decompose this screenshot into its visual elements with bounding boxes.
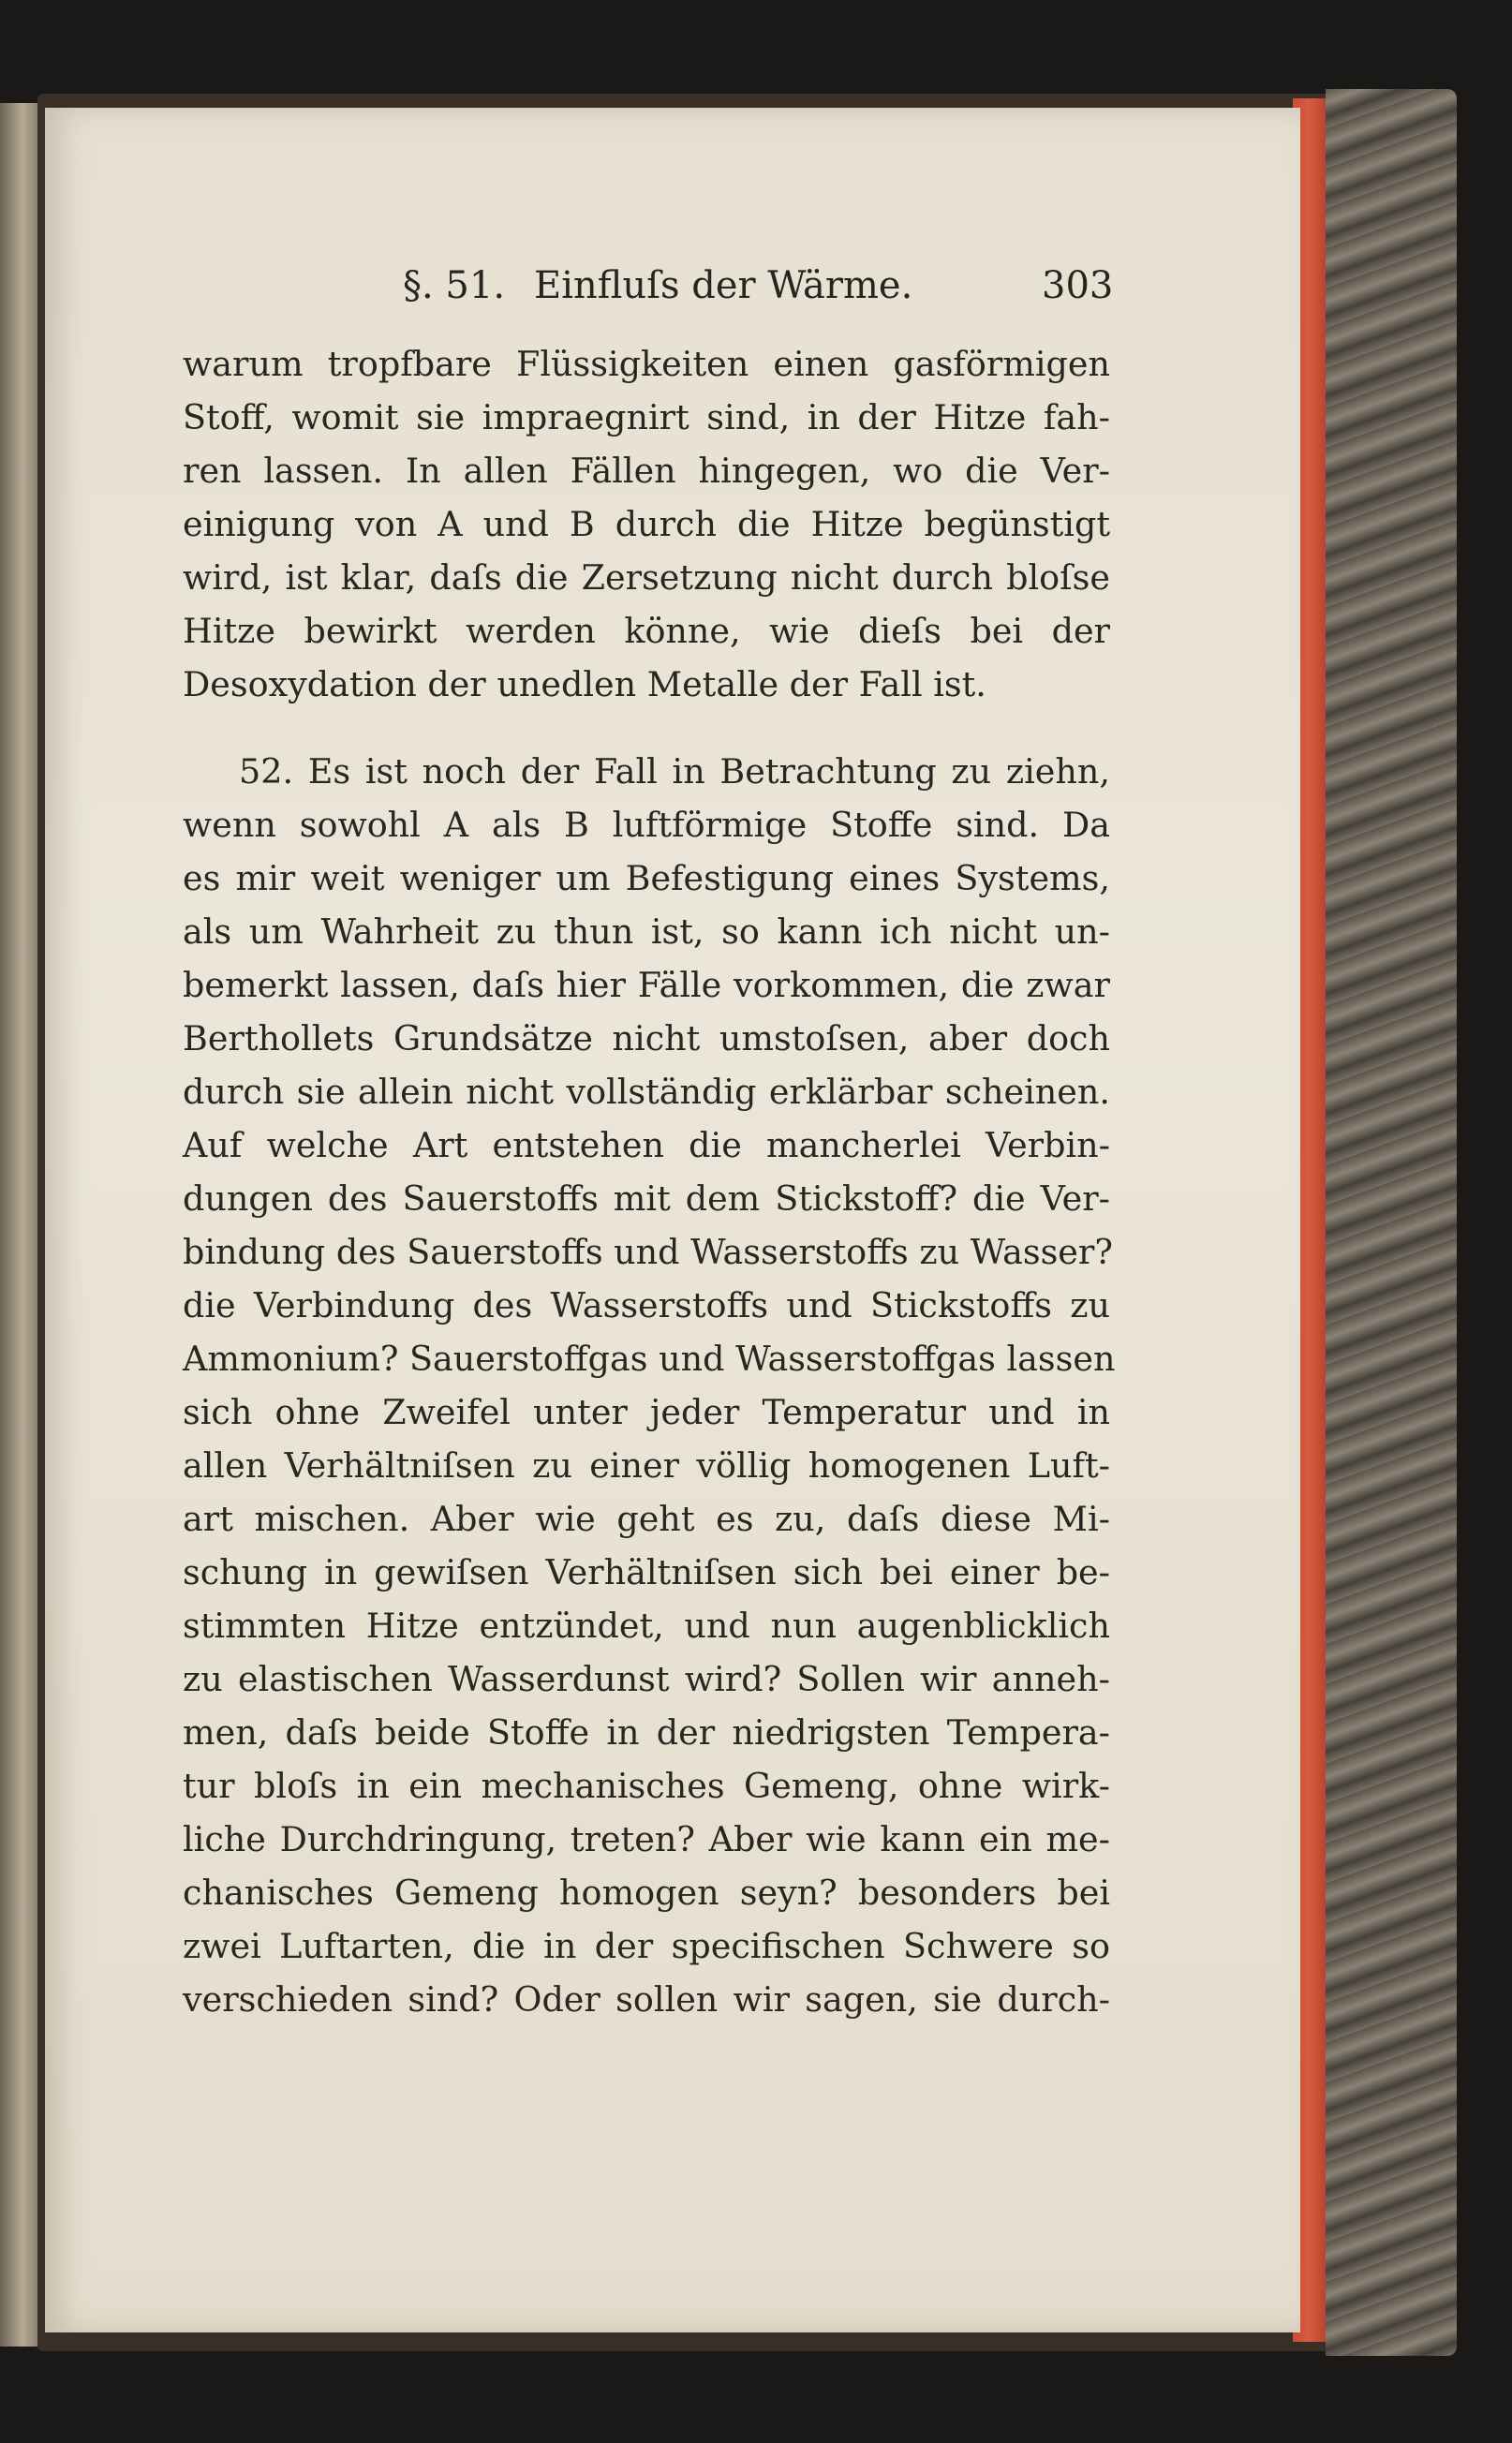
paragraph-continued <box>183 337 1110 711</box>
text-line: wenn sowohl A als B luftförmige Stoffe sind. Da <box>183 805 1110 845</box>
text-line: Auf welche Art entstehen die mancherlei Verbin- <box>183 1125 1110 1165</box>
text-line: Hitze bewirkt werden könne, wie dieſs bei der <box>183 611 1110 651</box>
text-line: durch sie allein nicht vollständig erklärbar scheinen. <box>183 1072 1110 1112</box>
text-line: als um Wahrheit zu thun ist, so kann ich nicht un- <box>183 911 1110 952</box>
body-text <box>183 337 1116 2026</box>
text-line: dungen des Sauerstoffs mit dem Stickstoff? die Ver- <box>183 1178 1110 1219</box>
text-line: allen Verhältniſsen zu einer völlig homogenen Luft- <box>183 1445 1110 1486</box>
book-cover <box>1326 89 1457 2356</box>
text-line: es mir weit weniger um Befestigung eines Systems, <box>183 858 1110 898</box>
text-line: 52. Es ist noch der Fall in Betrachtung zu ziehn, <box>239 751 1110 792</box>
page-number: 303 <box>1042 264 1114 307</box>
text-line: Stoff, womit sie impraegnirt sind, in der Hitze fah- <box>183 397 1110 437</box>
text-line: schung in gewiſsen Verhältniſsen sich bei einer be- <box>183 1552 1110 1592</box>
left-page-edge <box>0 103 37 2347</box>
text-line: ren lassen. In allen Fällen hingegen, wo die Ver- <box>183 451 1110 491</box>
text-line: liche Durchdringung, treten? Aber wie kann ein me- <box>183 1819 1110 1859</box>
text-line: bemerkt lassen, daſs hier Fälle vorkommen, die zwar <box>183 965 1110 1005</box>
text-line: chanisches Gemeng homogen seyn? besonders bei <box>183 1873 1110 1913</box>
paragraph-gap <box>183 711 1110 745</box>
text-line: art mischen. Aber wie geht es zu, daſs diese Mi- <box>183 1499 1110 1539</box>
running-title: Einfluſs der Wärme. <box>534 264 913 307</box>
text-line: tur bloſs in ein mechanisches Gemeng, ohne wirk- <box>183 1766 1110 1806</box>
text-line: einigung von A und B durch die Hitze begünstigt <box>183 504 1110 544</box>
text-line: men, daſs beide Stoffe in der niedrigsten Tempera- <box>183 1712 1110 1753</box>
text-line: zwei Luftarten, die in der specifischen Schwere so <box>183 1926 1110 1966</box>
text-line: die Verbindung des Wasserstoffs und Stickstoffs zu <box>183 1285 1110 1325</box>
text-line: Desoxydation der unedlen Metalle der Fall ist. <box>183 664 986 704</box>
text-line: zu elastischen Wasserdunst wird? Sollen wir anneh- <box>183 1659 1110 1699</box>
text-line: warum tropfbare Flüssigkeiten einen gasförmigen <box>183 344 1110 384</box>
paragraph-52 <box>183 745 1116 2026</box>
text-line: sich ohne Zweifel unter jeder Temperatur und in <box>183 1392 1110 1432</box>
text-line: Ammonium? Sauerstoffgas und Wasserstoffgas lassen <box>183 1339 1116 1379</box>
text-line: wird, ist klar, daſs die Zersetzung nicht durch bloſse <box>183 557 1110 598</box>
text-line: bindung des Sauerstoffs und Wasserstoffs zu Wasser? <box>183 1232 1113 1272</box>
text-line: Berthollets Grundsätze nicht umstoſsen, aber doch <box>183 1018 1110 1059</box>
text-line: stimmten Hitze entzündet, und nun augenblicklich <box>183 1606 1110 1646</box>
section-reference: §. 51. <box>403 264 506 307</box>
text-line: verschieden sind? Oder sollen wir sagen, sie durch- <box>183 1979 1110 2020</box>
running-header <box>0 264 1512 311</box>
